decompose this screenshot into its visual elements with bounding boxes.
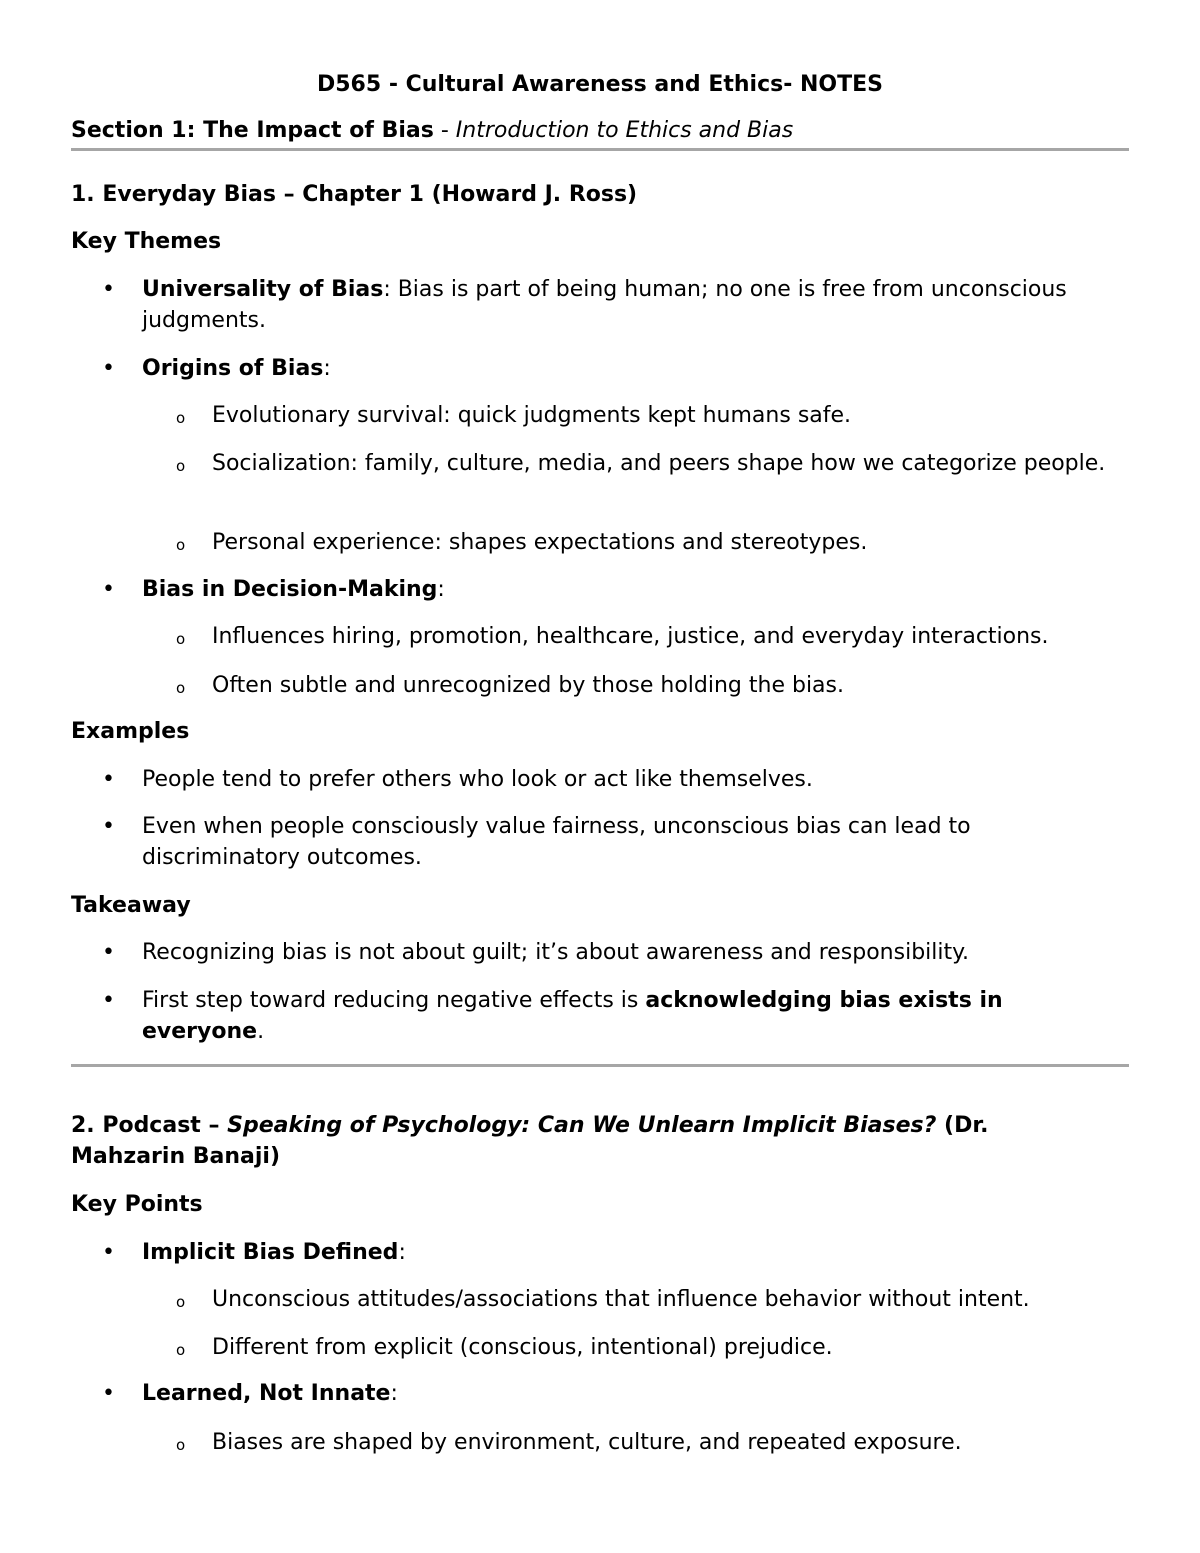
sub-bullet-glyph: o (176, 630, 186, 648)
decision-item: Influences hiring, promotion, healthcare, justice, and everyday interactions. (212, 624, 1049, 649)
bullet-glyph: • (102, 1381, 115, 1406)
sub-bullet-glyph: o (176, 457, 186, 475)
section-heading (71, 115, 793, 146)
takeaway-period: . (257, 1019, 265, 1044)
origins-item: Evolutionary survival: quick judgments kept humans safe. (212, 403, 852, 428)
list-item-origins (142, 353, 1112, 384)
learned-item: Biases are shaped by environment, culture, and repeated exposure. (212, 1430, 962, 1455)
key-points-heading: Key Points (71, 1192, 203, 1217)
sub-bullet-glyph: o (176, 1341, 186, 1359)
decision-term: Bias in Decision-Making (142, 577, 438, 602)
section-separator: - (433, 118, 456, 143)
part2-heading-prefix: 2. Podcast – (71, 1113, 228, 1138)
decision-colon: : (437, 577, 445, 602)
sub-bullet-glyph: o (176, 679, 186, 697)
list-item-learned (142, 1378, 1112, 1409)
universality-term: Universality of Bias (142, 277, 384, 302)
sub-bullet-glyph: o (176, 536, 186, 554)
origins-colon: : (323, 356, 331, 381)
implicit-item: Unconscious attitudes/associations that influence behavior without intent. (212, 1287, 1030, 1312)
bullet-glyph: • (102, 940, 115, 965)
podcast-guest: (Dr. Mahzarin Banaji) (71, 1113, 989, 1169)
key-themes-heading: Key Themes (71, 229, 222, 254)
podcast-title: Speaking of Psychology: Can We Unlearn Implicit Biases? (227, 1113, 937, 1138)
origins-term: Origins of Bias (142, 356, 324, 381)
sub-bullet-glyph: o (176, 1436, 186, 1454)
part-divider (71, 1064, 1129, 1067)
sub-bullet-glyph: o (176, 1293, 186, 1311)
takeaway-text: First step toward reducing negative effects is (142, 988, 646, 1013)
list-item-universality (142, 274, 1112, 336)
example-item: Even when people consciously value fairness, unconscious bias can lead to discriminatory outcomes. (142, 814, 971, 870)
origins-item: Socialization: family, culture, media, and peers shape how we categorize people. (212, 451, 1106, 476)
section-subtitle: Introduction to Ethics and Bias (455, 118, 794, 143)
list-item-implicit (142, 1237, 1112, 1268)
learned-term: Learned, Not Innate (142, 1381, 391, 1406)
learned-colon: : (390, 1381, 398, 1406)
part1-heading: 1. Everyday Bias – Chapter 1 (Howard J. Ross) (71, 182, 638, 207)
bullet-glyph: • (102, 767, 115, 792)
example-item: People tend to prefer others who look or act like themselves. (142, 767, 813, 792)
bullet-glyph: • (102, 988, 115, 1013)
implicit-term: Implicit Bias Defined (142, 1240, 399, 1265)
takeaway-item (142, 985, 1092, 1047)
decision-item: Often subtle and unrecognized by those holding the bias. (212, 673, 844, 698)
examples-heading: Examples (71, 719, 190, 744)
part2-heading (71, 1110, 1071, 1172)
bullet-glyph: • (102, 814, 115, 839)
universality-text: : Bias is part of being human; no one is free from unconscious judgments. (142, 277, 1067, 333)
document-title: D565 - Cultural Awareness and Ethics- NOTES (316, 72, 884, 97)
bullet-glyph: • (102, 356, 115, 381)
section-label: Section 1: The Impact of Bias (71, 118, 434, 143)
bullet-glyph: • (102, 1240, 115, 1265)
takeaway-item: Recognizing bias is not about guilt; it’s about awareness and responsibility. (142, 940, 969, 965)
list-item-decision (142, 574, 1112, 605)
takeaway-heading: Takeaway (71, 893, 191, 918)
bullet-glyph: • (102, 577, 115, 602)
section-divider (71, 148, 1129, 151)
implicit-colon: : (398, 1240, 406, 1265)
implicit-item: Different from explicit (conscious, intentional) prejudice. (212, 1335, 833, 1360)
origins-item: Personal experience: shapes expectations and stereotypes. (212, 530, 868, 555)
takeaway-emphasis: acknowledging bias exists in everyone (142, 988, 1003, 1044)
sub-bullet-glyph: o (176, 409, 186, 427)
bullet-glyph: • (102, 277, 115, 302)
